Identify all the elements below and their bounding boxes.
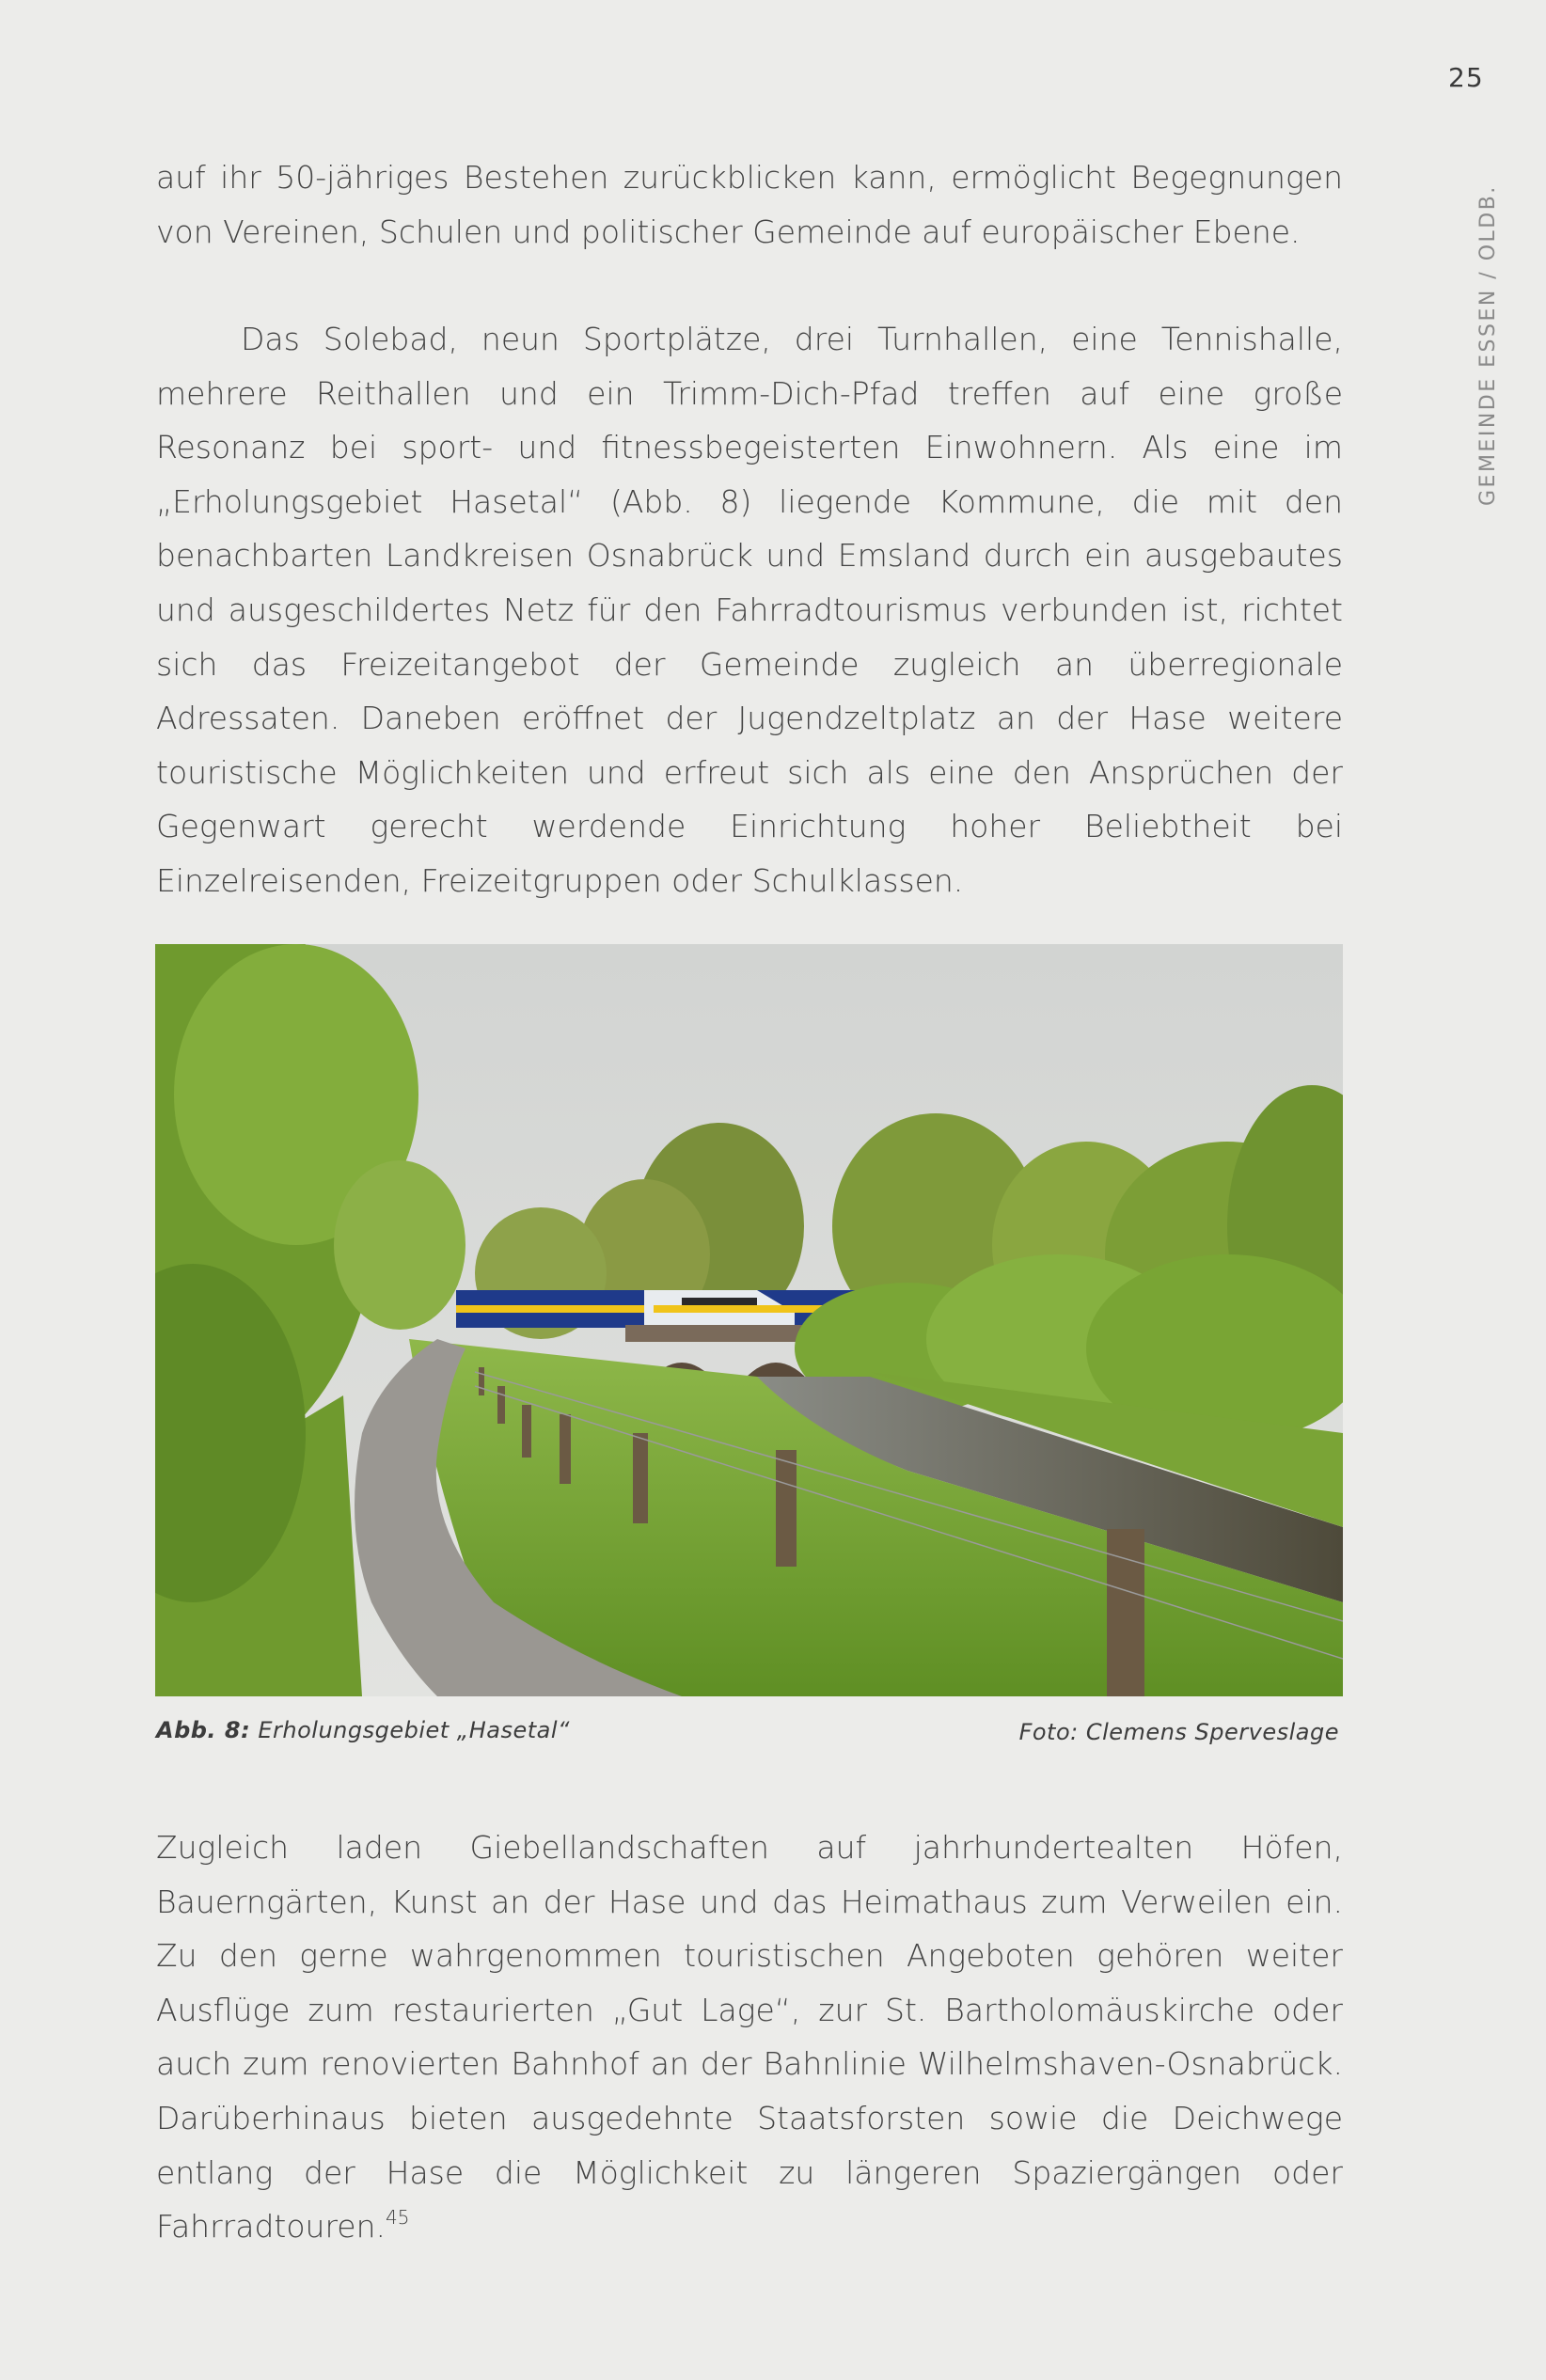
hasetal-photo-illustration [155, 944, 1343, 1696]
landscape-photo [155, 944, 1343, 1696]
paragraph-3-text: Zugleich laden Giebellandschaften auf jahrhundertealten Höfen, Bauerngärten, Kunst an der Hase und das Heimathaus zum Verweilen ein. Zu den gerne wahrgenommen touristischen Angeboten gehören weiter Ausflüge zum restaurierten „Gut Lage“, zur St. Bartholomäuskirche oder auch zum renovierten Bahnhof an der Bahnlinie Wilhelmshaven-Osnabrück. Darüberhinaus bieten ausgedehnte Staatsforsten sowie die Deichwege entlang der Hase die Möglichkeit zu längeren Spaziergängen oder Fahrradtouren. [156, 1829, 1343, 2246]
paragraph-1: auf ihr 50-jähriges Bestehen zurückblicken kann, ermöglicht Begegnungen von Vereinen, Schulen und politischer Gemeinde auf europäischer Ebene. [156, 159, 1343, 250]
paragraph-2: Das Solebad, neun Sportplätze, drei Turnhallen, eine Tennishalle, mehrere Reithallen und ein Trimm-Dich-Pfad treffen auf eine große Resonanz bei sport- und fitnessbegeisterten Einwohnern. Als eine im „Erholungsgebiet Hasetal“ (Abb. 8) liegende Kommune, die mit den benachbarten Landkreisen Osnabrück und Emsland durch ein ausgebautes und ausgeschildertes Netz für den Fahrradtourismus verbunden ist, richtet sich das Freizeitangebot der Gemeinde zugleich an überregionale Adressaten. Daneben eröffnet der Jugendzeltplatz an der Hase weitere touristische Möglichkeiten und erfreut sich als eine den Ansprüchen der Gegenwart gerecht werdende Einrichtung hoher Beliebtheit bei Einzelreisenden, Freizeitgruppen oder Schulklassen. [156, 321, 1343, 899]
photo-credit: Foto: Clemens Sperveslage [1018, 1719, 1339, 1745]
figure-label: Abb. 8: [156, 1717, 251, 1743]
figure-caption-text: Erholungsgebiet „Hasetal“ [258, 1717, 570, 1743]
page-number: 25 [1448, 62, 1484, 93]
footnote-ref: 45 [386, 2206, 410, 2230]
running-head: GEMEINDE ESSEN / OLDB. [1476, 184, 1500, 506]
figure-caption [156, 1717, 570, 1743]
paragraph-3 [156, 1820, 1343, 2254]
